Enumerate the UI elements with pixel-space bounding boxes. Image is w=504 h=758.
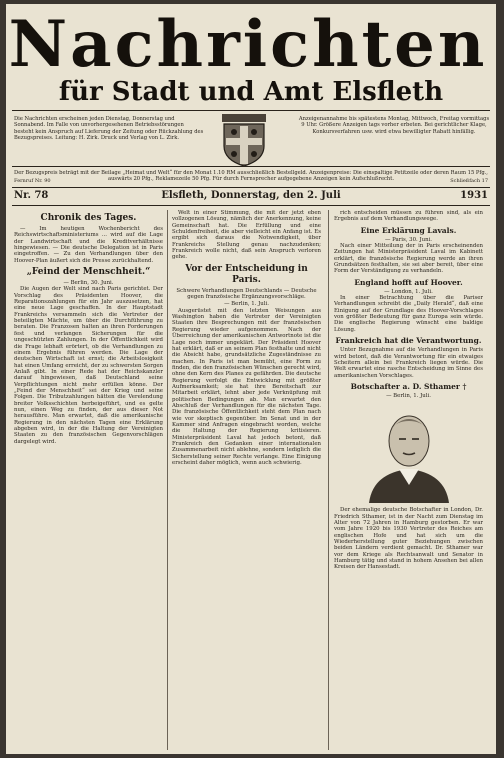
headline-england: England hofft auf Hoover. bbox=[354, 277, 463, 287]
subscription-note: Der Bezugspreis beträgt mit der Beilage „Heimat und Welt“ für den Monat 1.10 RM ausschließlich Bestellgeld. Anzeigenpreise: Die einspaltige Petitzeile oder deren Raum 15 Pfg., auswärts 20 Pfg., Reklamezeile 50 Pfg. Für durch Fernsprecher aufgegebene Anzeigen kein Aufschlußrecht. bbox=[14, 170, 488, 182]
column-divider bbox=[328, 210, 329, 750]
newspaper-page bbox=[6, 4, 496, 754]
issue-year: 1931 bbox=[460, 190, 488, 201]
headline-laval: Eine Erklärung Lavals. bbox=[360, 225, 457, 235]
masthead-title: Nachrichten bbox=[8, 7, 488, 82]
divider bbox=[12, 110, 490, 111]
subheadline: Schwere Verhandlungen Deutschlands — Deutsche gegen französische Ergänzungsvorschläge. bbox=[176, 287, 317, 301]
article-text: In einer Betrachtung über die Pariser Verhandlungen schreibt die „Daily Herald“, daß eine Einigung auf der Grundlage des Hoover-Vorschlages von größter Bedeutung für ganz Europa sein würde. Die englische Regierung wünscht eine baldige Lösung. bbox=[334, 295, 483, 333]
column-divider bbox=[167, 210, 168, 750]
article-text: Ausgerüstet mit den letzten Weisungen aus Washington haben die Vertreter der Vereinigten Staaten ihre Besprechungen mit der französischen Regierung wieder aufgenommen. Nach der Überreichung der amerikanischen Antwortnote ist die Lage noch immer ungeklärt. Der Präsident Hoover hat erklärt, daß er an seinem Plan festhalte und nicht die Absicht habe, grundsätzliche Zugeständnisse zu machen. In Paris ist man bemüht, eine Form zu finden, die den französischen Wünschen gerecht wird, ohne den Kern des Planes zu gefährden. Die deutsche Regierung verfolgt die Entwicklung mit größter Aufmerksamkeit; sie hat ihre Bereitschaft zur Mitarbeit erklärt, lehnt aber jede Verknüpfung mit politischen Bedingungen ab. Man erwartet den Abschluß der Verhandlungen für die nächsten Tage. Die französische Öffentlichkeit steht dem Plan nach wie vor skeptisch gegenüber. Im Senat und in der Kammer sind Anfragen eingebracht worden, welche die Haltung der Regierung kritisieren. Ministerpräsident Laval hat jedoch betont, daß Frankreich den Gedanken einer internationalen Zusammenarbeit nicht ablehne, sondern lediglich die Sicherstellung seiner Rechte verlange. Eine Einigung erscheint daher möglich, wenn auch schwierig. bbox=[172, 307, 321, 467]
dateline-text: — London, 1. Juli. bbox=[384, 288, 433, 295]
headline-sthamer: Botschafter a. D. Sthamer † bbox=[350, 381, 467, 391]
dateline-text: — Berlin, 30. Juni. bbox=[63, 280, 114, 287]
post-box: Schließfach 17 bbox=[450, 178, 488, 184]
masthead bbox=[6, 7, 496, 107]
advertisement-info: Anzeigenannahme bis spätestens Montag, Mittwoch, Freitag vormittags 9 Uhr. Größere Anzeigen tags vorher erbeten. Bei gerichtlicher Klage, Konkursverfahren usw. wird etwa bewilligter Rabatt hinfällig. bbox=[298, 116, 490, 135]
article-text: Der ehemalige deutsche Botschafter in London, Dr. Friedrich Sthamer, ist in der Nacht zum Dienstag im Alter von 72 Jahren in Hamburg gestorben. Er war vom Jahre 1920 bis 1930 Vertreter des Reiches am englischen Hofe und hat sich um die Wiederherstellung guter Beziehungen zwischen beiden Ländern verdient gemacht. Dr. Sthamer war vor dem Kriege als Rechtsanwalt und Senator in Hamburg tätig und stand in hohem Ansehen bei allen Kreisen der Hansestadt. bbox=[334, 507, 483, 571]
article-text: Welt in einer Stimmung, die mit der jetzt eben vollzogenen Lösung, nämlich der Anerkennung, keine Gemeinschaft hat. Die Erfüllung und eine Schuldenfreiheit, die aber vielleicht ein Anfang ist. Es ergibt sich daraus die Notwendigkeit, über Frankreichs Stellung genau nachzudenken; Frankreich wolle nicht, daß sein Anspruch verloren gehe. bbox=[172, 210, 321, 261]
portrait-image bbox=[349, 403, 469, 503]
dateline bbox=[12, 190, 490, 204]
masthead-subtitle: für Stadt und Amt Elsfleth bbox=[58, 77, 444, 107]
divider bbox=[12, 187, 490, 188]
phone-number: Fernruf Nr. 90 bbox=[14, 178, 51, 184]
coat-of-arms-icon bbox=[218, 112, 270, 168]
column-3 bbox=[334, 210, 483, 750]
article-text: — Im heutigen Wochenbericht des Reichswirtschaftsministeriums ... wird auf die Lage der Landwirtschaft und die Kreditverhältnisse hingewiesen. — Die deutsche Delegation ist in Paris eingetroffen. — Zu den Verhandlungen über den Hoover-Plan äußert sich die Presse zurückhaltend. bbox=[14, 226, 163, 264]
headline-feind: „Feind der Menschheit.“ bbox=[26, 267, 151, 278]
article-text: Die Augen der Welt sind nach Paris gerichtet. Der Vorschlag des Präsidenten Hoover, die Reparationszahlungen für ein Jahr auszusetzen, hat eine neue Lage geschaffen. In der Hauptstadt Frankreichs versammeln sich die Vertreter der beteiligten Mächte, um über die Durchführung zu beraten. Die Franzosen halten an ihren Forderungen fest und verlangen Sicherungen für die ungeschützten Zahlungen. In der Öffentlichkeit wird die Frage lebhaft erörtert, ob die Verhandlungen zu einem Ergebnis führen werden. Die Lage der deutschen Wirtschaft ist ernst; die Arbeitslosigkeit hat einen Umfang erreicht, der zu schwersten Sorgen Anlaß gibt. In einer Rede hat der Reichskanzler darauf hingewiesen, daß Deutschland seine Verpflichtungen nicht mehr erfüllen könne. Der „Feind der Menschheit“ sei der Krieg und seine Folgen. Die Tributzahlungen hätten die Verelendung breiter Volksschichten herbeigeführt, und es gelte nun, einen Weg zu finden, der aus dieser Not herausführe. Man erwartet, daß die amerikanische Regierung in den nächsten Tagen eine Erklärung abgeben wird, in der die Haltung der Vereinigten Staaten zu den französischen Gegenvorschlägen dargelegt wird. bbox=[14, 286, 163, 445]
headline-paris: Vor der Entscheidung in Paris. bbox=[185, 263, 308, 285]
article-text: Nach einer Mitteilung der in Paris erscheinenden Zeitungen hat Ministerpräsident Laval im Kabinett erklärt, die französische Regierung werde an ihren Grundsätzen festhalten, sie sei aber bereit, über eine Form der Verständigung zu verhandeln. bbox=[334, 243, 483, 275]
publication-info: Die Nachrichten erscheinen jeden Dienstag, Donnerstag und Sonnabend. Im Falle von unvorhergesehenen Betriebsstörungen besteht kein Anspruch auf Lieferung der Zeitung oder Rückzahlung des Bezugspreises. Leitung: H. Zirk. Druck und Verlag von L. Zirk. bbox=[14, 116, 204, 141]
divider bbox=[12, 205, 490, 206]
issue-date: Elsfleth, Donnerstag, den 2. Juli bbox=[161, 190, 341, 201]
article-text: Unter Bezugnahme auf die Verhandlungen in Paris wird betont, daß die Verantwortung für ein etwaiges Scheitern allein bei Frankreich liegen würde. Die Welt erwartet eine rasche Entscheidung im Sinne des amerikanischen Vorschlages. bbox=[334, 347, 483, 379]
headline-chronik: Chronik des Tages. bbox=[40, 213, 137, 223]
headline-frankreich: Frankreich hat die Verantwortung. bbox=[335, 336, 482, 346]
divider bbox=[12, 166, 490, 167]
dateline-text: — Berlin, 1. Juli. bbox=[224, 301, 269, 308]
column-1 bbox=[14, 210, 163, 750]
dateline-text: — Berlin, 1. Juli. bbox=[386, 392, 431, 399]
column-2 bbox=[172, 210, 321, 750]
dateline-text: — Paris, 30. Juni. bbox=[384, 236, 433, 243]
issue-number: Nr. 78 bbox=[14, 190, 49, 201]
article-text: rich entscheiden müssen zu führen sind, als ein Ergebnis auf dem Verhandlungswege. bbox=[334, 210, 483, 223]
